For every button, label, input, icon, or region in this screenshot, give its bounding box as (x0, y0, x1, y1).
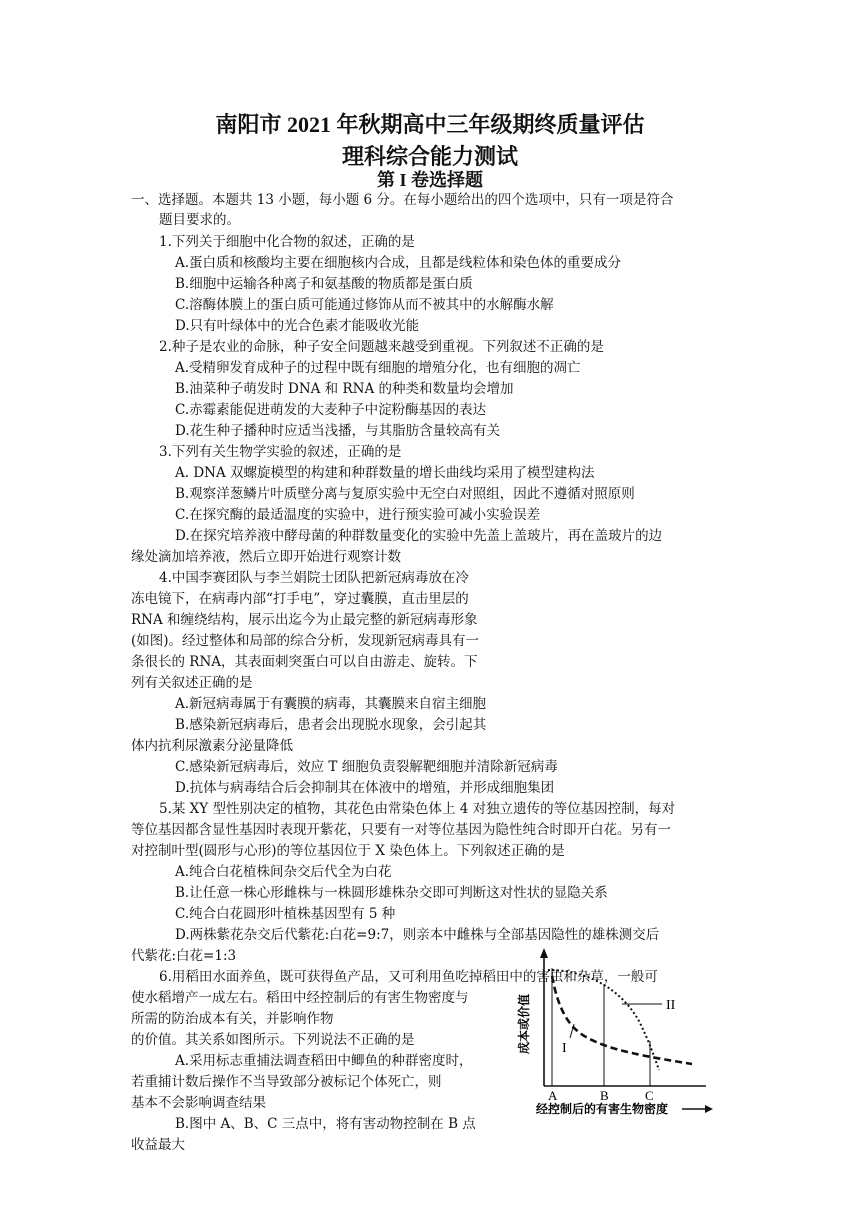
question-6-option-a-cont: 基本不会影响调查结果 (131, 1095, 266, 1111)
question-5-stem-line: 对控制叶型(圆形与心形)的等位基因位于 X 染色体上。下列叙述正确的是 (131, 843, 565, 859)
question-1-option-c: C.溶酶体膜上的蛋白质可能通过修饰从而不被其中的水解酶水解 (175, 297, 554, 313)
question-5-stem: 5.某 XY 型性别决定的植物，其花色由常染色体上 4 对独立遗传的等位基因控制，每对 (159, 801, 676, 817)
question-4-stem-line: (如图)。经过整体和局部的综合分析，发现新冠病毒具有一 (131, 633, 480, 649)
section-intro: 一、选择题。本题共 13 小题，每小题 6 分。在每小题给出的四个选项中，只有一项是符合 (131, 192, 674, 208)
question-5-option-c: C.纯合白花圆形叶植株基因型有 5 种 (175, 906, 396, 922)
question-6-option-a: A.采用标志重捕法调查稻田中鲫鱼的种群密度时， (175, 1053, 473, 1069)
x-axis-label: 经控制后的有害生物密度 (536, 1102, 669, 1116)
point-a-label: A (548, 1088, 558, 1103)
question-1-option-b: B.细胞中运输各种离子和氨基酸的物质都是蛋白质 (175, 276, 473, 292)
question-2-option-a: A.受精卵发育成种子的过程中既有细胞的增殖分化，也有细胞的凋亡 (175, 360, 581, 376)
cost-value-figure (514, 946, 714, 1116)
question-6-option-b-cont: 收益最大 (131, 1137, 185, 1153)
question-1-option-d: D.只有叶绿体中的光合色素才能吸收光能 (175, 318, 420, 334)
question-4-option-b-cont: 体内抗利尿激素分泌量降低 (131, 738, 293, 754)
question-6-stem: 6.用稻田水面养鱼，既可获得鱼产品，又可利用鱼吃掉稻田中的害虫和杂草，一般可 (159, 969, 658, 985)
question-5-option-d: D.两株紫花杂交后代紫花:白花=9:7，则亲本中雌株与全部基因隐性的雄株测交后 (175, 927, 660, 943)
cost-value-graph (514, 946, 714, 1116)
question-5-stem-line: 等位基因都含显性基因时表现开紫花，只要有一对等位基因为隐性纯合时即开白花。另有一 (131, 822, 671, 838)
question-6-stem-line: 所需的防治成本有关，并影响作物 (131, 1011, 334, 1027)
curve-i (552, 976, 692, 1064)
question-4-option-c: C.感染新冠病毒后，效应 T 细胞负责裂解靶细胞并清除新冠病毒 (175, 759, 558, 775)
question-1-option-a: A.蛋白质和核酸均主要在细胞核内合成，且都是线粒体和染色体的重要成分 (175, 255, 622, 271)
question-1-stem: 1.下列关于细胞中化合物的叙述，正确的是 (159, 234, 415, 250)
question-2-stem: 2.种子是农业的命脉，种子安全问题越来越受到重视。下列叙述不正确的是 (159, 339, 604, 355)
question-3-option-b: B.观察洋葱鳞片叶质壁分离与复原实验中无空白对照组，因此不遵循对照原则 (175, 486, 635, 502)
question-3-option-c: C.在探究酶的最适温度的实验中，进行预实验可减小实验误差 (175, 507, 541, 523)
question-3-option-d: D.在探究培养液中酵母菌的种群数量变化的实验中先盖上盖玻片，再在盖玻片的边 (175, 528, 663, 544)
question-2-option-c: C.赤霉素能促进萌发的大麦种子中淀粉酶基因的表达 (175, 402, 487, 418)
curve-ii-label: II (666, 998, 676, 1013)
y-axis-arrow (540, 948, 548, 958)
question-3-option-d-cont: 缘处滴加培养液，然后立即开始进行观察计数 (131, 549, 401, 565)
curve-i-pointer (570, 1024, 574, 1038)
question-6-stem-line: 使水稻增产一成左右。稻田中经控制后的有害生物密度与 (131, 990, 469, 1006)
exam-subtitle: 理科综合能力测试 (341, 144, 518, 169)
question-4-option-d: D.抗体与病毒结合后会抑制其在体液中的增殖，并形成细胞集团 (175, 780, 555, 796)
curve-i-label: I (562, 1041, 567, 1056)
section-intro-cont: 题目要求的。 (159, 212, 240, 228)
question-4-stem-line: 列有关叙述正确的是 (131, 675, 253, 691)
question-3-stem: 3.下列有关生物学实验的叙述，正确的是 (159, 444, 402, 460)
exam-title: 南阳市 2021 年秋期高中三年级期终质量评估 (215, 112, 645, 137)
question-4-stem-line: 条很长的 RNA，其表面刺突蛋白可以自由游走、旋转。下 (131, 654, 478, 670)
question-4-stem-line: 冻电镜下，在病毒内部“打手电”，穿过囊膜，直击里层的 (131, 591, 469, 607)
question-6-stem-line: 的价值。其关系如图所示。下列说法不正确的是 (131, 1032, 415, 1048)
question-4-option-b: B.感染新冠病毒后，患者会出现脱水现象，会引起其 (175, 717, 487, 733)
question-2-option-d: D.花生种子播种时应适当浅播，与其脂肪含量较高有关 (175, 423, 501, 439)
question-6-option-b: B.图中 A、B、C 三点中，将有害动物控制在 B 点 (175, 1116, 476, 1132)
question-4-stem: 4.中国李赛团队与李兰娟院士团队把新冠病毒放在冷 (159, 570, 469, 586)
question-6-option-a-cont: 若重捕计数后操作不当导致部分被标记个体死亡，则 (131, 1074, 442, 1090)
question-3-option-a: A. DNA 双螺旋模型的构建和种群数量的增长曲线均采用了模型建构法 (175, 465, 595, 481)
point-b-label: B (600, 1088, 609, 1103)
question-5-option-d-cont: 代紫花:白花=1:3 (131, 948, 237, 964)
point-c-label: C (645, 1088, 654, 1103)
question-2-option-b: B.油菜种子萌发时 DNA 和 RNA 的种类和数量均会增加 (175, 381, 514, 397)
y-axis-label: 成本或价值 (517, 993, 531, 1054)
question-5-option-a: A.纯合白花植株间杂交后代全为白花 (175, 864, 392, 880)
question-5-option-b: B.让任意一株心形雌株与一株圆形雄株杂交即可判断这对性状的显隐关系 (175, 885, 608, 901)
question-4-option-a: A.新冠病毒属于有囊膜的病毒，其囊膜来自宿主细胞 (175, 696, 487, 712)
section-title: 第 I 卷选择题 (376, 170, 483, 190)
question-4-stem-line: RNA 和缠绕结构，展示出迄今为止最完整的新冠病毒形象 (131, 612, 478, 628)
x-axis-label-arrowhead (705, 1105, 713, 1113)
